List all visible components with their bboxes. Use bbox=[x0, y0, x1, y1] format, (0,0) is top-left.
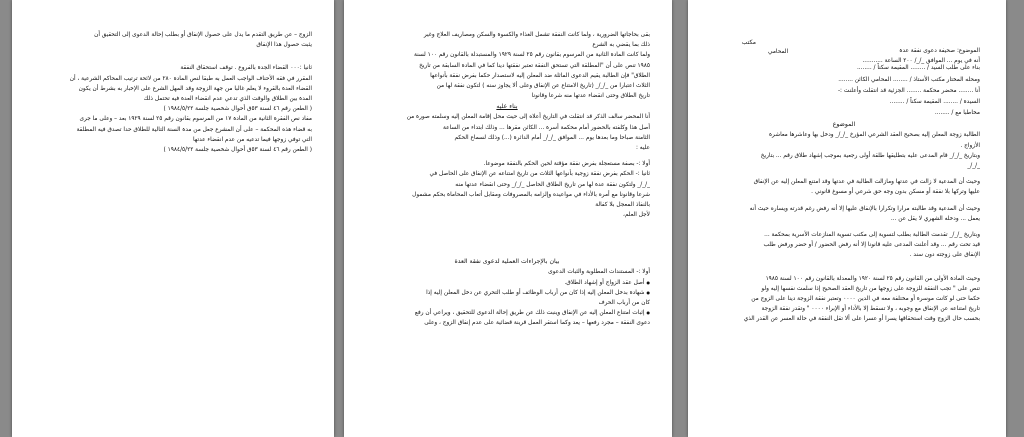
text-line: وحيث أن المدعية وقد طالبته مرارا وتكرارا بالإنفاق عليها إلا أنه رفض رغم قدرته ويساره حيث أنه bbox=[749, 205, 980, 212]
text-line: ١٩٨٥ تنص على أن "المطلقة التي تستحق النفقة تعتبر نفقتها دينا كما في المادة السابقة من تاريخ bbox=[419, 62, 650, 69]
field-line: ومحله المختار مكتب الأستاذ / ........ المحامي الكائن ........ bbox=[838, 76, 980, 83]
text-line: الثلاث اعتبارا من _/_/_ (تاريخ الامتناع عن الإنفاق وعلى ألا يجاوز سنه ) لتكون نفقة لها من bbox=[436, 83, 650, 90]
text-line: أنا المحضر سالف الذكر قد انتقلت في التاريخ أعلاه إلى حيث محل إقامة المعلن إليه وسلمته صورة من bbox=[406, 114, 650, 121]
text-line: عليه : bbox=[635, 145, 650, 152]
request-item: ثانيا :- الحكم بفرض نفقة زوجية بأنواعها الثلاث من تاريخ امتناعه عن الإنفاق على الحاصل في bbox=[429, 171, 650, 178]
text-line: ( الطعن رقم ٤٦ لسنة ٥٣ق أحوال شخصية جلسة ١٩٨٤/٥/٢٢ ) bbox=[163, 147, 312, 154]
text-line: وبتاريخ _/_/_ تقدمت الطالبة بطلب لتسوية إلى مكتب تسوية المنازعات الأسرية بمحكمة ... bbox=[764, 232, 980, 239]
request-item: _/_/_ ولتكون نفقة عدة لها من تاريخ الطلاق الحاصل _/_/_ وحتى انقضاء عدتها منه bbox=[455, 181, 650, 188]
text-line: بقى بحاجاتها الضرورية ، ولما كانت النفقة تشمل الغذاء والكسوة والسكن ومصاريف العلاج وغير bbox=[423, 32, 650, 38]
text-line: أصل هذا وكلفته بالحضور أمام محكمة أسرة ... الكائن مقرها ... وذلك ابتداء من الساعة bbox=[443, 124, 650, 131]
subject-line: الموضوع: صحيفة دعوى نفقة عدة bbox=[899, 48, 980, 54]
text-line: به قضاء هذه المحكمة – على أن المشرع جعل من مدة السنة التالية للطلاق حدا تصدق فيه المطلقة bbox=[76, 126, 312, 133]
text-line: التي توفي زوجها فيما تدعيه من عدم انقضاء عدتها bbox=[193, 136, 312, 143]
field-line: بناء على طلب السيد / ........ المقيمة سكناً / ........ bbox=[856, 65, 980, 72]
text-line: حكما حتى لو كانت موسرة أو مختلفة معه في الدين ٠٠٠٠ وتعتبر نفقة الزوجة دينا على الزوج من bbox=[751, 296, 980, 303]
topic-title: الموضوع bbox=[832, 121, 856, 129]
text-line: تنص على " تجب النفقة للزوجة على زوجها من تاريخ العقد الصحيح إذا سلمت نفسها إليه ولو bbox=[761, 285, 980, 292]
text-line: الزوج – عن طريق التقدم ما يدل على حصول الإنفاق أو بطلب إحالة الدعوى إلى التحقيق أن bbox=[94, 32, 312, 38]
text-line: المقرر في فقه الأحناف الواجب العمل به طبقا لنص المادة ٢٨٠ من لائحة ترتيب المحاكم الشرعية ، أن bbox=[69, 75, 312, 82]
field-line: السيدة / ........ المقيمة سكناً / ........ bbox=[889, 99, 980, 106]
text-line: ثانيا :٠٠٠ القضاء الجدة بالفروع . توقف استحقاق النفقة bbox=[180, 65, 312, 72]
text-line: يعمل ... ودخله الشهري لا يقل عن ... bbox=[890, 215, 980, 222]
bullet-item: ● إثبات امتناع المعلن إليه عن الإنفاق وينبت ذلك عن طريق إحالة الدعوى للتحقيق ، ويراعي أن رفع bbox=[364, 308, 650, 318]
text-line: _/_/_ bbox=[967, 163, 980, 170]
procedures-subtitle: أولا :- المستندات المطلوبة والثبات الدعوى bbox=[548, 269, 650, 276]
text-line: ولما كانت المادة الثانية من المرسوم بقانون رقم ٢٥ لسنة ١٩٢٩ والمستبدلة بالقانون رقم ١٠٠ لسنة bbox=[413, 52, 650, 59]
document-page-1 bbox=[688, 0, 1006, 437]
document-page-2 bbox=[344, 0, 672, 437]
text-line: وحيث أن المدعية لا زالت في عدتها ومازالت الطالبة في عدتها وقد امتنع المعلن إليه عن الإنفاق bbox=[753, 179, 980, 186]
text-line: الطالبة زوجة المعلن إليه بصحيح العقد الشرعي المؤرخ _/_/_ ودخل بها وعاشرها معاشرة bbox=[768, 132, 980, 139]
procedures-title: بيان بالإجراءات العملية لدعوى نفقة العدة bbox=[454, 258, 560, 266]
text-line: ذلك بما يقضي به الشرع bbox=[592, 42, 650, 49]
text-line: الطلاق" فإن الطالبة يقيم الدعوى الماثلة ضد المعلن إليه لاستصدار حكما بفرض نفقة بأنواعها bbox=[430, 72, 650, 79]
text-line: وحيث المادة الأولى من القانون رقم ٢٥ لسنة ١٩٢٠ والمعدلة بالقانون رقم ١٠٠ لسنة ١٩٨٥ bbox=[765, 275, 980, 282]
text-line: قيد تحت رقم ... وقد أعلنت المدعى عليه قانونا إلا أنه رفض الحضور / أو حضر ورفض طلب bbox=[763, 242, 980, 249]
bullet-continuation: دعوى النفقة – مجرد رفعها – يعد وكما استقر العمل قرينة قضائية على عدم إنفاق الزوج ، وعلى bbox=[424, 320, 650, 327]
text-line: الإنفاق على زوجته دون سند . bbox=[909, 252, 980, 259]
bullet-item: ● شهادة بدخل المعلن إليه إذا كان من أرباب الوظائف أو طلب التحري عن دخل المعلن إليه إذا bbox=[364, 288, 650, 298]
request-item: بالنفاذ المعجل بلا كفالة bbox=[595, 202, 650, 209]
text-line: وبتاريخ _/_/_ قام المدعى عليه بتطليقها طلقة أولى رجعية بموجب إشهاد طلاق رقم ... بتاريخ bbox=[760, 152, 980, 159]
lawyer-label: المحامي bbox=[768, 49, 789, 56]
section-title: بناء عليه bbox=[496, 103, 518, 111]
document-page-3 bbox=[12, 0, 334, 437]
bullet-item: ● أصل عقد الزواج أو إشهاد الطلاق. bbox=[364, 278, 650, 288]
text-line: بحسب حال الزوج وقت استحقاقها يسرا أو عسرا على ألا تقل النفقة في حالة العسر عن القدر الذي bbox=[743, 316, 980, 323]
bullet-continuation: كان من أرباب الحرف bbox=[598, 300, 650, 307]
text-line: القضاء العدة بالقروء لا يعلم غالبا من جهة الزوجة وقد المهل الشرع على الإخبار به بشرط أن يكون bbox=[78, 85, 312, 92]
text-line: الأزواج . bbox=[960, 142, 980, 149]
request-item: شرعا وقانونا مع أمره بالأداء في مواعيده وإلزامه بالمصروفات ومقابل أتعاب المحاماة بحكم مشمول bbox=[412, 191, 650, 198]
text-line: الثامنة صباحا وما بعدها يوم ... الموافق _/_/_ أمام الدائرة (...) وذلك لسماع الحكم bbox=[454, 134, 650, 141]
closing-line: لأجل العلم، bbox=[623, 212, 650, 219]
text-line: المدة بين الطلاق والوقت الذي تدعي عدم انقضاء العدة فيه تحتمل ذلك bbox=[143, 96, 312, 103]
field-line: أنا ........ محضر محكمة ........ الجزئية قد انتقلت وأعلنت :- bbox=[837, 87, 980, 94]
text-line: ( الطعن رقم ٤٦ لسنة ٥٣ق أحوال شخصية جلسة ١٩٨٤/٥/٢٢ ) bbox=[163, 106, 312, 113]
text-line: يثبت حصول هذا الإنفاق bbox=[256, 42, 312, 49]
text-line: عليها وتركها بلا نفقة أو مسكن بدون وجه حق شرعي أو مسوغ قانوني . bbox=[811, 189, 980, 196]
field-line: أنه في يوم ... الموافق _/_/ ٢٠٠ الساعة ........... bbox=[862, 58, 980, 65]
field-line: مخاطبا مع / ........ bbox=[934, 110, 980, 117]
request-item: أولا :- بصفة مستعجلة بفرض نفقة مؤقتة لحين الحكم بالنفقة موضوعا. bbox=[483, 161, 650, 168]
office-label: مكتب bbox=[741, 39, 756, 46]
text-line: تاريخ الطلاق وحتى انقضاء عدتها منه شرعا وقانونا bbox=[531, 93, 650, 100]
text-line: مفاد نص الفقرة الثانية من المادة ١٧ من المرسوم بقانون رقم ٢٥ لسنة ١٩٢٩ بعد – وعلى ما جرى bbox=[79, 116, 312, 123]
text-line: تاريخ امتناعه عن الإنفاق مع وجوبه ، ولا تسقط إلا بالأداء أو الإبراء ٠٠٠٠ " وتقدر نفقة الزوجة bbox=[761, 306, 980, 313]
